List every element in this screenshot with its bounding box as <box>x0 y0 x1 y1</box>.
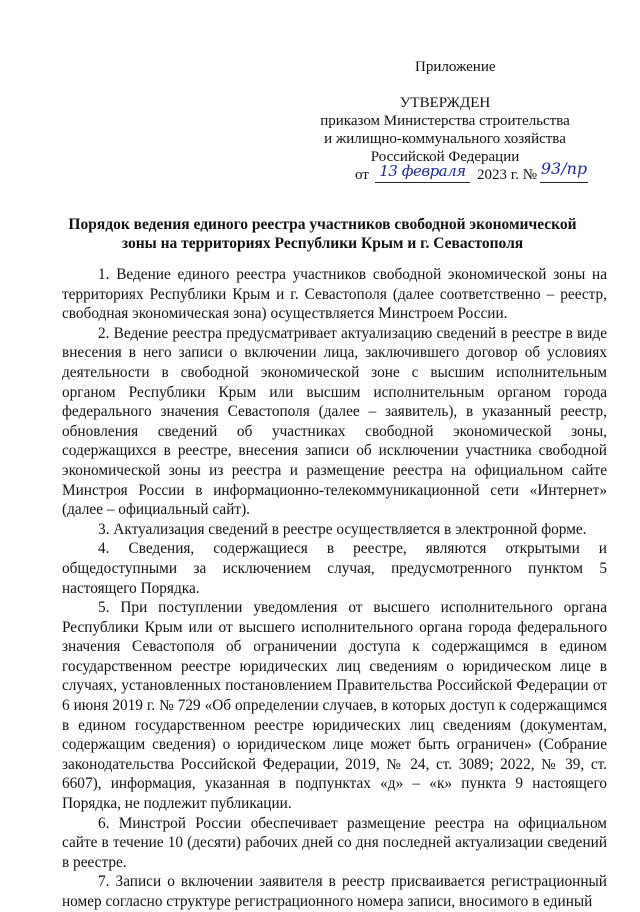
order-line-1: приказом Министерства строительства <box>320 113 570 129</box>
document-body <box>62 265 607 912</box>
order-date-number-row <box>300 159 590 186</box>
document-title: Порядок ведения единого реестра участников свободной экономической зоны на территориях Республики Крым и г. Севастополя <box>68 216 577 252</box>
from-label: от <box>355 167 369 183</box>
paragraph-4: 4. Сведения, содержащиеся в реестре, являются открытыми и общедоступными за исключением случая, предусмотренного пунктом 5 настоящего Порядка. <box>62 540 607 597</box>
approval-stamp <box>300 94 590 186</box>
paragraph-2: 2. Ведение реестра предусматривает актуализацию сведений в реестре в виде внесения в него записи о включении лица, заключившего договор об условиях деятельности в свободной экономической зоне с высшим исполнительным органом Республики Крым или высшим исполнительным органом города федерального значения Севастополя (далее – заявитель), в указанный реестр, обновления сведений об участниках свободной экономической зоны, содержащихся в реестре, внесения записи об исключении участника свободной экономической зоны из реестра и размещение реестра на официальном сайте Минстроя России в информационно-телекоммуникационной сети «Интернет» (далее – официальный сайт). <box>62 324 607 519</box>
order-line-2: и жилищно-коммунального хозяйства <box>324 131 566 147</box>
paragraph-7: 7. Записи о включении заявителя в реестр присваивается регистрационный номер согласно структуре регистрационного номера записи, вносимого в единый <box>62 873 607 910</box>
year-number-label: 2023 г. № <box>477 167 538 183</box>
order-line-3: Российской Федерации <box>370 149 520 165</box>
paragraph-1: 1. Ведение единого реестра участников свободной экономической зоны на территориях Республики Крым и г. Севастополя (далее соответственно – реестр, свободная экономическая зона) осуществляется Минстроем России. <box>62 266 607 323</box>
paragraph-5: 5. При поступлении уведомления от высшего исполнительного органа Республики Крым или от высшего исполнительного органа города федерального значения Севастополя об ограничении доступа к содержащимся в едином государственном реестре юридических лиц сведениям о юридическом лице в случаях, установленных постановлением Правительства Российской Федерации от 6 июня 2019 г. № 729 «Об определении случаев, в которых доступ к содержащимся в едином государственном реестре юридических лиц сведениям (документам, содержащим сведения) о юридическом лице может быть ограничен» (Собрание законодательства Российской Федерации, 2019, № 24, ст. 3089; 2022, № 39, ст. 6607), информация, указанная в подпунктах «д» – «к» пункта 9 настоящего Порядка, не подлежит публикации. <box>62 599 607 813</box>
approved-heading: УТВЕРЖДЕН <box>399 95 491 111</box>
handwritten-order-number: 93/пр <box>540 160 588 183</box>
paragraph-6: 6. Минстрой России обеспечивает размещение реестра на официальном сайте в течение 10 (десяти) рабочих дней со дня последней актуализации сведений в реестре. <box>62 814 607 871</box>
paragraph-3: 3. Актуализация сведений в реестре осуществляется в электронной форме. <box>98 520 587 538</box>
handwritten-date: 13 февраля <box>375 162 470 183</box>
appendix-label: Приложение <box>415 59 496 75</box>
